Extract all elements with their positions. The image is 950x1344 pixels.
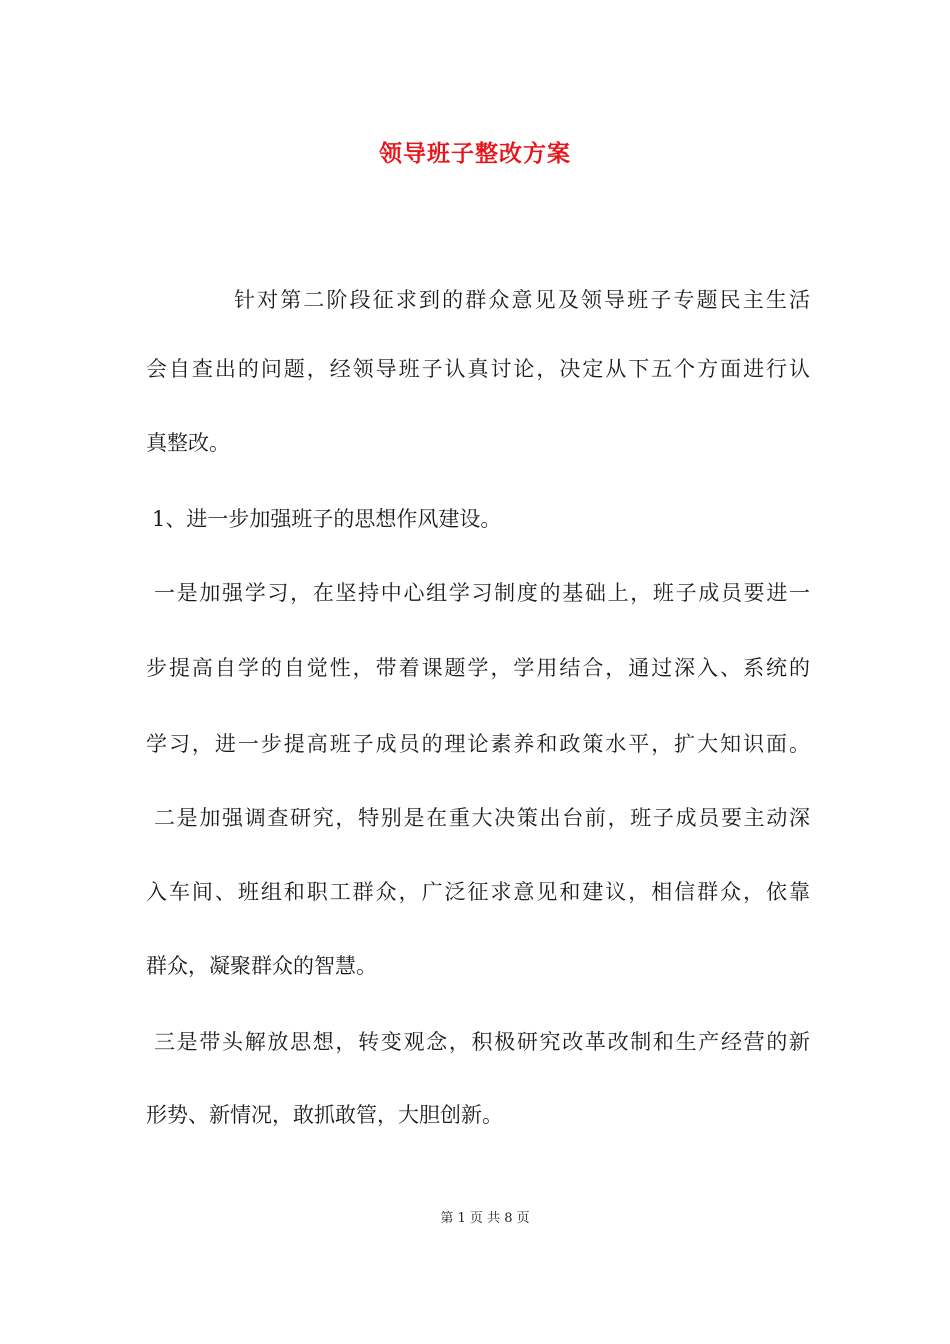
section-heading: 1、进一步加强班子的思想作风建设。 bbox=[152, 507, 502, 531]
paragraph-line: 入车间、班组和职工群众，广泛征求意见和建议，相信群众，依靠 bbox=[146, 880, 810, 904]
paragraph-line: 会自查出的问题，经领导班子认真讨论，决定从下五个方面进行认 bbox=[146, 357, 810, 381]
paragraph-line: 群众，凝聚群众的智慧。 bbox=[146, 954, 377, 978]
paragraph-line: 真整改。 bbox=[146, 431, 230, 455]
paragraph-line: 形势、新情况，敢抓敢管，大胆创新。 bbox=[146, 1103, 503, 1127]
page-number-footer: 第 1 页 共 8 页 bbox=[440, 1211, 530, 1226]
paragraph-line: 三是带头解放思想，转变观念，积极研究改革改制和生产经营的新 bbox=[154, 1030, 810, 1054]
paragraph-line: 针对第二阶段征求到的群众意见及领导班子专题民主生活 bbox=[234, 288, 810, 312]
document-title: 领导班子整改方案 bbox=[379, 140, 571, 167]
paragraph-line: 步提高自学的自觉性，带着课题学，学用结合，通过深入、系统的 bbox=[146, 656, 810, 680]
paragraph-line: 一是加强学习，在坚持中心组学习制度的基础上，班子成员要进一 bbox=[154, 581, 810, 605]
paragraph-line: 二是加强调查研究，特别是在重大决策出台前，班子成员要主动深 bbox=[154, 806, 810, 830]
paragraph-line: 学习，进一步提高班子成员的理论素养和政策水平，扩大知识面。 bbox=[146, 732, 810, 756]
